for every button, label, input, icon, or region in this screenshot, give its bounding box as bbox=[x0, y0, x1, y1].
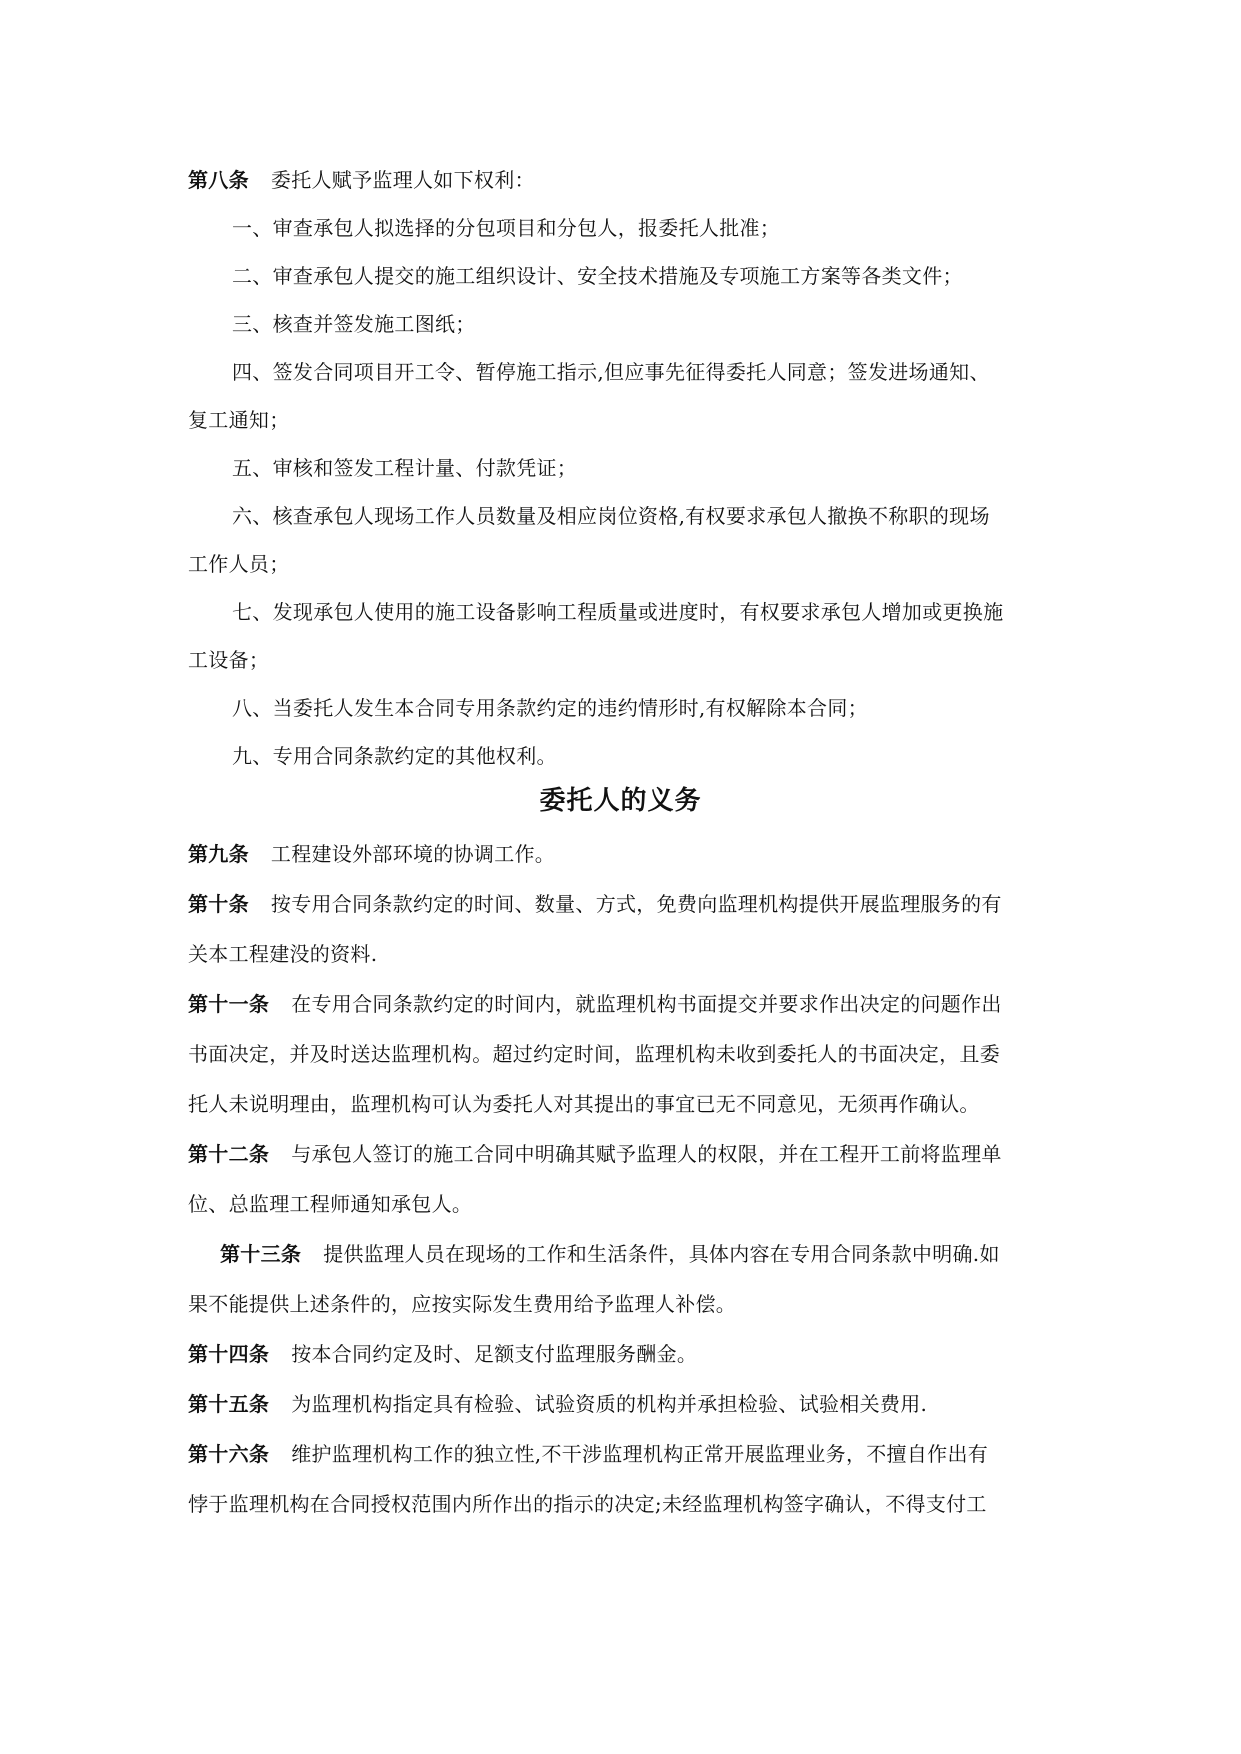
article-text: 在专用合同条款约定的时间内，就监理机构书面提交并要求作出决定的问题作出 bbox=[291, 992, 1002, 1016]
article-text: 与承包人签订的施工合同中明确其赋予监理人的权限，并在工程开工前将监理单 bbox=[291, 1142, 1002, 1166]
list-item: 二、审查承包人提交的施工组织设计、安全技术措施及专项施工方案等各类文件； bbox=[232, 264, 963, 288]
list-item: 七、发现承包人使用的施工设备影响工程质量或进度时，有权要求承包人增加或更换施 bbox=[232, 600, 1004, 624]
list-item: 五、审核和签发工程计量、付款凭证； bbox=[232, 456, 578, 480]
article-text: 委托人赋予监理人如下权利： bbox=[270, 168, 535, 192]
list-item: 一、审查承包人拟选择的分包项目和分包人，报委托人批准； bbox=[232, 216, 781, 240]
article-continuation: 托人未说明理由，监理机构可认为委托人对其提出的事宜已无不同意见，无须再作确认。 bbox=[188, 1092, 980, 1116]
article-8 bbox=[188, 166, 1068, 194]
article-14 bbox=[188, 1340, 1068, 1368]
list-item-continuation: 工设备； bbox=[188, 648, 270, 672]
list-item: 六、核查承包人现场工作人员数量及相应岗位资格,有权要求承包人撤换不称职的现场 bbox=[232, 504, 990, 528]
article-15 bbox=[188, 1390, 1068, 1418]
article-label: 第十四条 bbox=[188, 1342, 270, 1366]
article-label: 第十五条 bbox=[188, 1392, 270, 1416]
article-label: 第十三条 bbox=[220, 1242, 302, 1266]
list-item: 四、签发合同项目开工令、暂停施工指示,但应事先征得委托人同意；签发进场通知、 bbox=[232, 360, 990, 384]
list-item: 九、专用合同条款约定的其他权利。 bbox=[232, 744, 557, 768]
article-label: 第九条 bbox=[188, 842, 249, 866]
article-continuation: 书面决定，并及时送达监理机构。超过约定时间，监理机构未收到委托人的书面决定，且委 bbox=[188, 1042, 1000, 1066]
article-label: 第十二条 bbox=[188, 1142, 270, 1166]
article-label: 第十一条 bbox=[188, 992, 270, 1016]
section-heading: 委托人的义务 bbox=[539, 786, 702, 816]
list-item-continuation: 工作人员； bbox=[188, 552, 290, 576]
article-continuation: 关本工程建没的资料. bbox=[188, 942, 378, 966]
article-continuation: 果不能提供上述条件的，应按实际发生费用给予监理人补偿。 bbox=[188, 1292, 737, 1316]
article-text: 按专用合同条款约定的时间、数量、方式，免费向监理机构提供开展监理服务的有 bbox=[270, 892, 1002, 916]
article-12 bbox=[188, 1140, 1068, 1168]
list-item: 八、当委托人发生本合同专用条款约定的违约情形时,有权解除本合同； bbox=[232, 696, 868, 720]
article-text: 维护监理机构工作的独立性,不干涉监理机构正常开展监理业务，不擅自作出有 bbox=[291, 1442, 989, 1466]
article-continuation: 位、总监理工程师通知承包人。 bbox=[188, 1192, 473, 1216]
article-text: 提供监理人员在现场的工作和生活条件，具体内容在专用合同条款中明确.如 bbox=[323, 1242, 1000, 1266]
article-text: 按本合同约定及时、足额支付监理服务酬金。 bbox=[291, 1342, 698, 1366]
article-16 bbox=[188, 1440, 1068, 1468]
article-text: 工程建设外部环境的协调工作。 bbox=[270, 842, 556, 866]
article-9 bbox=[188, 840, 1068, 868]
list-item-continuation: 复工通知； bbox=[188, 408, 290, 432]
list-item: 三、核查并签发施工图纸； bbox=[232, 312, 476, 336]
article-label: 第十六条 bbox=[188, 1442, 270, 1466]
article-continuation: 悖于监理机构在合同授权范围内所作出的指示的决定;未经监理机构签字确认，不得支付工 bbox=[188, 1492, 987, 1516]
article-label: 第八条 bbox=[188, 168, 249, 192]
article-10 bbox=[188, 890, 1068, 918]
article-label: 第十条 bbox=[188, 892, 249, 916]
article-13 bbox=[220, 1240, 1100, 1268]
article-11 bbox=[188, 990, 1068, 1018]
article-text: 为监理机构指定具有检验、试验资质的机构并承担检验、试验相关费用. bbox=[291, 1392, 928, 1416]
